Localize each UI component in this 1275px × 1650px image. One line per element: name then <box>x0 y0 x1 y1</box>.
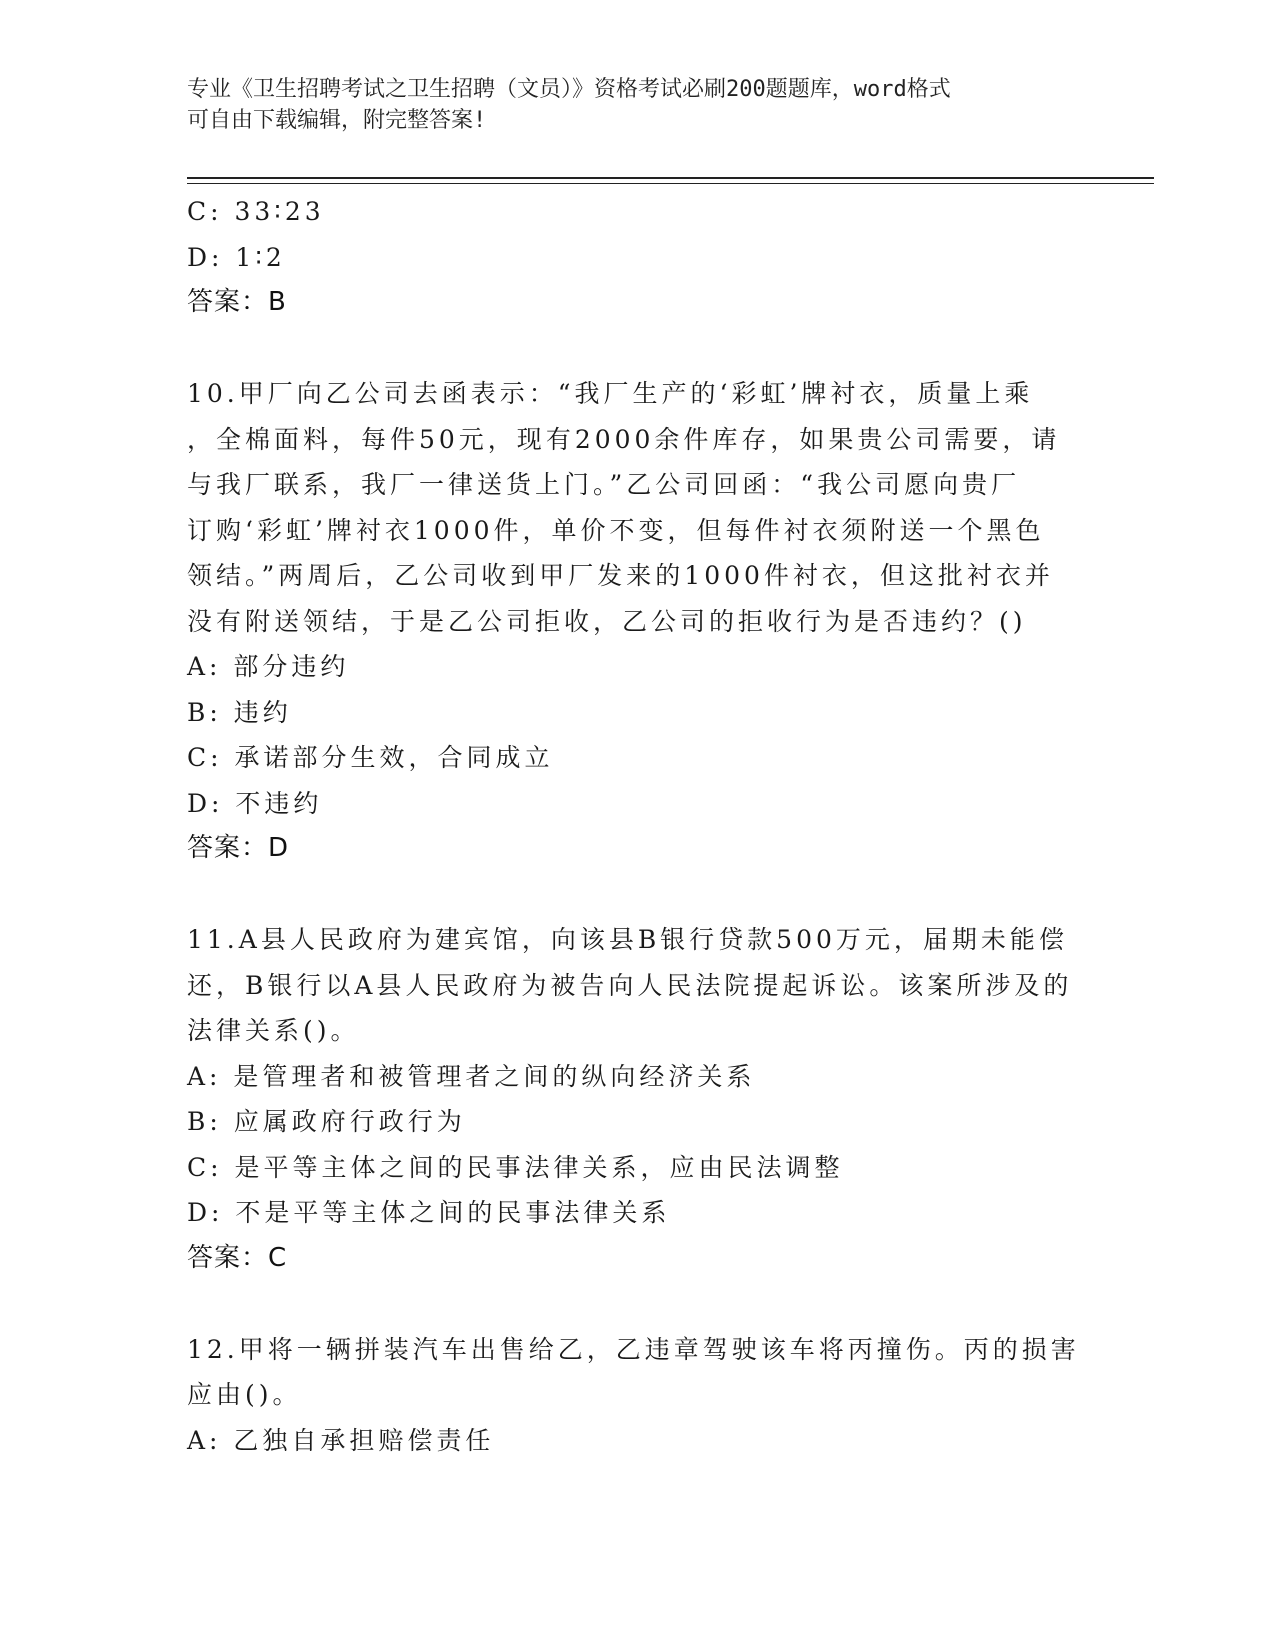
q10-stem-line-4: 订购‘彩虹’牌衬衣1000件，单价不变，但每件衬衣须附送一个黑色 <box>187 515 1045 545</box>
q10-stem-line-1: 10.甲厂向乙公司去函表示：“我厂生产的‘彩虹’牌衬衣，质量上乘 <box>187 379 1034 408</box>
q10-answer: 答案：D <box>187 833 290 863</box>
q10-stem-line-3: 与我厂联系，我厂一律送货上门。”乙公司回函：“我公司愿向贵厂 <box>187 470 1021 499</box>
q11-stem-line-1: 11.A县人民政府为建宾馆，向该县B银行贷款500万元，届期未能偿 <box>187 925 1068 954</box>
spacer <box>187 872 1087 918</box>
q10-option-d: D: 不违约 <box>187 788 323 818</box>
q12-stem-line-2: 应由()。 <box>187 1380 302 1409</box>
question-9-tail <box>187 189 1087 326</box>
header-rule-thin <box>187 183 1154 184</box>
q10-option-c: C: 承诺部分生效，合同成立 <box>187 743 554 772</box>
question-content <box>187 189 1087 1463</box>
spacer <box>187 326 1087 372</box>
question-11 <box>187 917 1087 1281</box>
q9-answer: 答案：B <box>187 287 287 317</box>
q9-option-d: D: 1∶2 <box>187 242 286 272</box>
header-line-1: 专业《卫生招聘考试之卫生招聘（文员）》资格考试必刷200题题库，word格式 <box>187 77 951 102</box>
question-12 <box>187 1327 1087 1464</box>
q11-stem-line-2: 还，B银行以A县人民政府为被告向人民法院提起诉讼。该案所涉及的 <box>187 970 1073 1000</box>
spacer <box>187 1281 1087 1327</box>
header-rule-thick <box>187 177 1154 179</box>
q11-option-b: B: 应属政府行政行为 <box>187 1107 466 1136</box>
q11-option-d: D: 不是平等主体之间的民事法律关系 <box>187 1198 671 1227</box>
page-header <box>187 74 1067 136</box>
q9-option-c: C: 33∶23 <box>187 197 325 226</box>
q10-stem-line-6: 没有附送领结，于是乙公司拒收，乙公司的拒收行为是否违约？() <box>187 606 1027 636</box>
q10-option-b: B: 违约 <box>187 697 292 727</box>
header-line-2: 可自由下载编辑，附完整答案! <box>187 108 487 133</box>
q10-option-a: A: 部分违约 <box>187 652 350 681</box>
q10-stem-line-2: ，全棉面料，每件50元，现有2000余件库存，如果贵公司需要，请 <box>187 424 1061 454</box>
q11-answer: 答案：C <box>187 1242 288 1273</box>
q11-option-a: A: 是管理者和被管理者之间的纵向经济关系 <box>187 1061 756 1091</box>
q10-stem-line-5: 领结。”两周后，乙公司收到甲厂发来的1000件衬衣，但这批衬衣并 <box>187 561 1054 590</box>
q12-stem-line-1: 12.甲将一辆拼装汽车出售给乙，乙违章驾驶该车将丙撞伤。丙的损害 <box>187 1334 1080 1364</box>
q12-option-a: A: 乙独自承担赔偿责任 <box>187 1425 495 1455</box>
question-10 <box>187 371 1087 872</box>
q11-option-c: C: 是平等主体之间的民事法律关系，应由民法调整 <box>187 1152 844 1182</box>
q11-stem-line-3: 法律关系()。 <box>187 1016 360 1045</box>
